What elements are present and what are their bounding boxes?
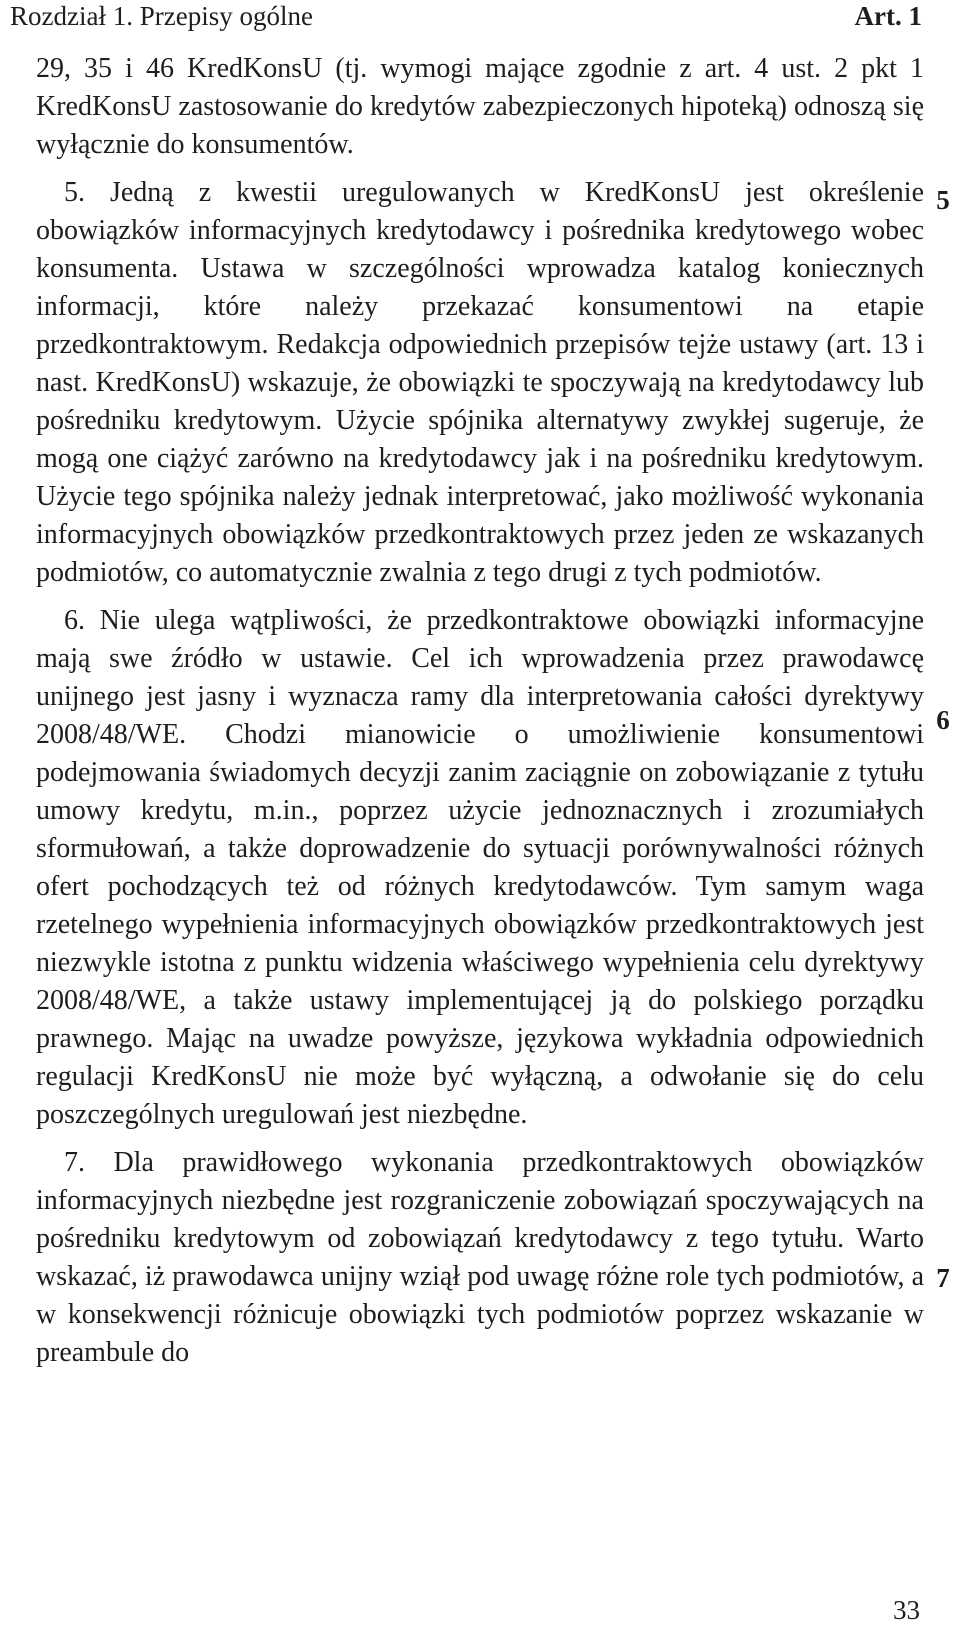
paragraph-6: 6. Nie ulega wątpliwości, że przedkontraktowe obowiązki informacyjne mają swe źródło w ustawie. Cel ich wprowadzenia przez prawodawcę unijnego jest jasny i wyznacza ramy dla interpretowania całości dyrektywy 2008/48/WE. Chodzi mianowicie o umożliwienie konsumentowi podejmowania świadomych decyzji zanim zaciągnie on zobowiązanie z tytułu umowy kredytu, m.in., poprzez użycie jednoznacznych i zrozumiałych sformułowań, a także doprowadzenie do sytuacji porównywalności różnych ofert pochodzących też od różnych kredytodawców. Tym samym waga rzetelnego wypełnienia informacyjnych obowiązków przedkontraktowych jest niezwykle istotna z punktu widzenia właściwego wypełnienia celu dyrektywy 2008/48/WE, a także ustawy implementującej ją do polskiego porządku prawnego. Mając na uwadze powyższe, językowa wykładnia odpowiednich regulacji KredKonsU nie może być wyłączną, a odwołanie się do celu poszczególnych uregulowań jest niezbędne. bbox=[36, 605, 924, 1130]
margin-number-5: 5 bbox=[936, 185, 950, 215]
article-label: Art. 1 bbox=[854, 1, 922, 31]
paragraph-5: 5. Jedną z kwestii uregulowanych w KredKonsU jest określenie obowiązków informacyjnych kredytodawcy i pośrednika kredytowego wobec konsumenta. Ustawa w szczególności wprowadza katalog koniecznych informacji, które należy przekazać konsumentowi na etapie przedkontraktowym. Redakcja odpowiednich przepisów tejże ustawy (art. 13 i nast. KredKonsU) wskazuje, że obowiązki te spoczywają na kredytodawcy lub pośredniku kredytowym. Użycie spójnika alternatywy zwykłej sugeruje, że mogą one ciążyć zarówno na kredytodawcy jak i na pośredniku kredytowym. Użycie tego spójnika należy jednak interpretować, jako możliwość wykonania informacyjnych obowiązków przedkontraktowych przez jeden ze wskazanych podmiotów, co automatycznie zwalnia z tego drugi z tych podmiotów. bbox=[36, 177, 924, 588]
margin-number-6: 6 bbox=[936, 705, 950, 735]
paragraph-7: 7. Dla prawidłowego wykonania przedkontraktowych obowiązków informacyjnych niezbędne jest rozgraniczenie zobowiązań spoczywających na pośredniku kredytowym od zobowiązań kredytodawcy z tego tytułu. Warto wskazać, iż prawodawca unijny wziął pod uwagę różne role tych podmiotów, a w konsekwencji różnicuje obowiązki tych podmiotów poprzez wskazanie w preambule do bbox=[36, 1147, 924, 1368]
page-body bbox=[36, 50, 924, 1372]
paragraph-continuation: 29, 35 i 46 KredKonsU (tj. wymogi mające zgodnie z art. 4 ust. 2 pkt 1 KredKonsU zastosowanie do kredytów zabezpieczonych hipoteką) odnoszą się wyłącznie do konsumentów. bbox=[36, 53, 924, 160]
page-number: 33 bbox=[893, 1595, 920, 1625]
chapter-title: Rozdział 1. Przepisy ogólne bbox=[10, 1, 313, 31]
running-header bbox=[10, 0, 922, 36]
margin-number-7: 7 bbox=[936, 1263, 950, 1293]
